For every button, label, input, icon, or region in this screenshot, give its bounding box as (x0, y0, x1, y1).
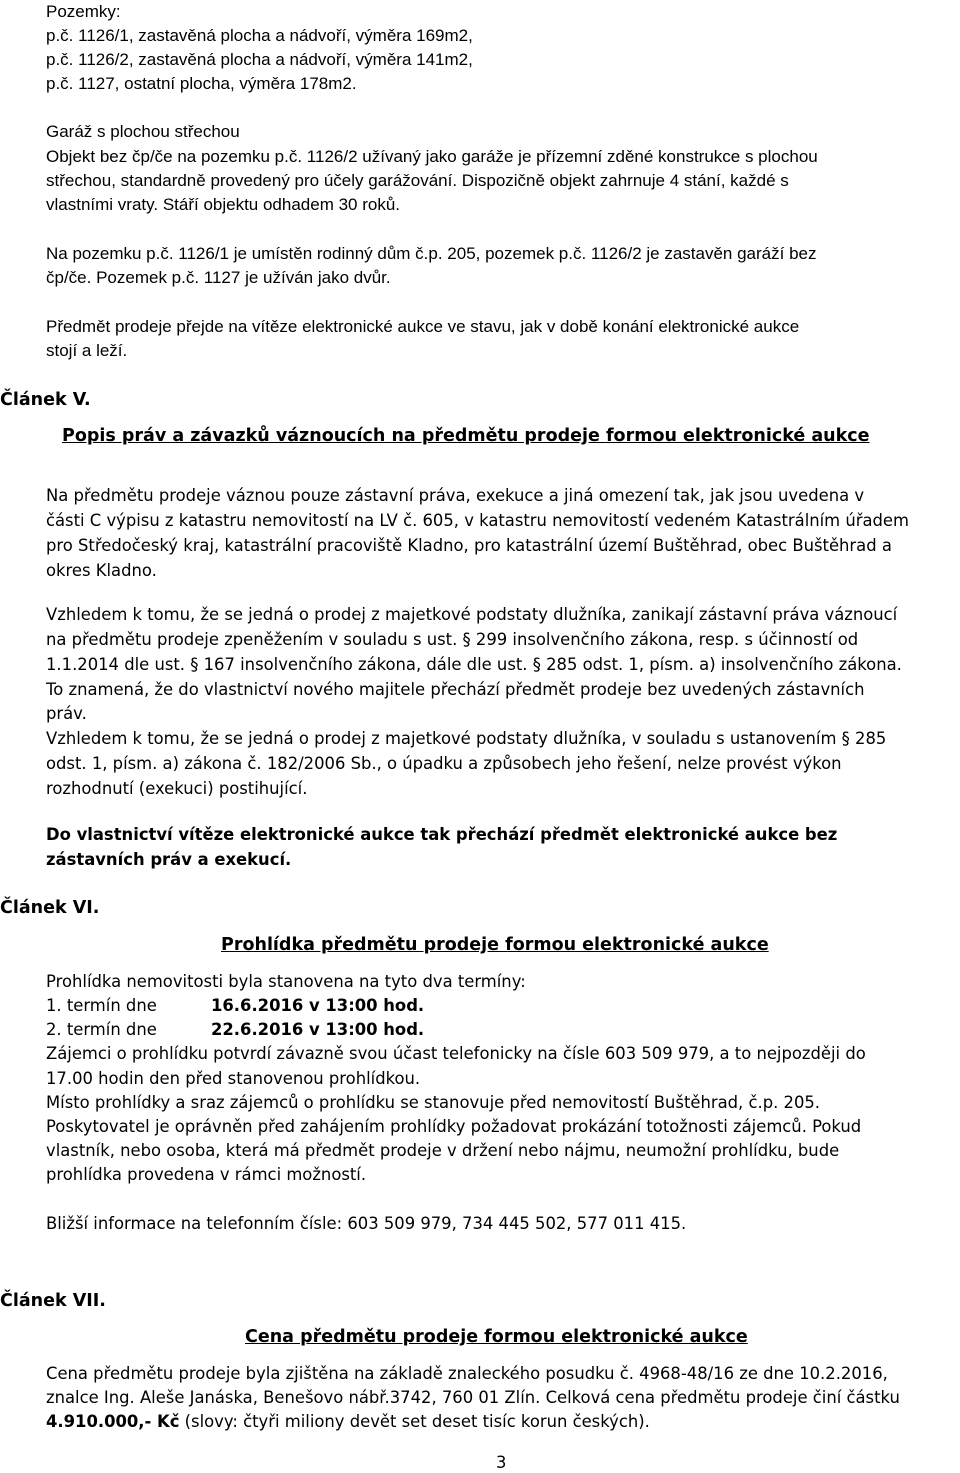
price-value: 4.910.000,- Kč (46, 1412, 180, 1431)
property-heading: Pozemky: (46, 2, 121, 21)
term-row (46, 1020, 424, 1040)
article-6-detail-line: Místo prohlídky a sraz zájemců o prohlídku se stanovuje před nemovitostí Buštěhrad, č.p. 205. (46, 1093, 821, 1112)
transfer-line: stojí a leží. (46, 341, 128, 360)
page-number: 3 (496, 1453, 507, 1472)
article-5-para1-line: části C výpisu z katastru nemovitostí na LV č. 605, v katastru nemovitostí vedeném Katastrálním úřadem (46, 511, 909, 530)
article-6-title: Prohlídka předmětu prodeje formou elektronické aukce (221, 935, 769, 955)
term-value: 16.6.2016 v 13:00 hod. (211, 996, 425, 1015)
article-5-para2-line: práv. (46, 704, 87, 723)
term-value: 22.6.2016 v 13:00 hod. (211, 1020, 425, 1039)
garage-desc-line: Objekt bez čp/če na pozemku p.č. 1126/2 užívaný jako garáže je přízemní zděné konstrukce s plochou (46, 147, 818, 166)
article-6-detail-line: vlastník, nebo osoba, která má předmět prodeje v držení nebo nájmu, neumožní prohlídku, bude (46, 1141, 840, 1160)
article-7-line: znalce Ing. Aleše Janáska, Benešovo nábř.3742, 760 01 Zlín. Celková cena předmětu prodeje činí částku (46, 1388, 900, 1407)
term-label: 1. termín dne (46, 996, 157, 1015)
article-5-para2-line: 1.1.2014 dle ust. § 167 insolvenčního zákona, dále dle ust. § 285 odst. 1, písm. a) insolvenčního zákona. (46, 655, 902, 674)
article-5-para2-line: To znamená, že do vlastnictví nového majitele přechází předmět prodeje bez uvedených zástavních (46, 680, 865, 699)
article-5-para2-line: Vzhledem k tomu, že se jedná o prodej z majetkové podstaty dlužníka, zanikají zástavní práva váznoucí (46, 605, 898, 624)
article-7-title: Cena předmětu prodeje formou elektronické aukce (245, 1327, 748, 1347)
term-row (46, 996, 424, 1016)
parcel-line: p.č. 1127, ostatní plocha, výměra 178m2. (46, 74, 357, 93)
garage-desc-line: vlastními vraty. Stáří objektu odhadem 30 roků. (46, 195, 401, 214)
article-5-label: Článek V. (0, 390, 91, 410)
article-6-contact: Bližší informace na telefonním čísle: 603 509 979, 734 445 502, 577 011 415. (46, 1214, 687, 1233)
article-5-para1-line: Na předmětu prodeje váznou pouze zástavní práva, exekuce a jiná omezení tak, jak jsou uvedena v (46, 486, 865, 505)
plot-use-line: čp/če. Pozemek p.č. 1127 je užíván jako dvůr. (46, 268, 391, 287)
term-label: 2. termín dne (46, 1020, 157, 1039)
article-6-detail-line: prohlídka provedena v rámci možností. (46, 1165, 367, 1184)
article-6-intro: Prohlídka nemovitosti byla stanovena na tyto dva termíny: (46, 972, 526, 991)
parcel-line: p.č. 1126/2, zastavěná plocha a nádvoří, výměra 141m2, (46, 50, 473, 69)
article-6-detail-line: 17.00 hodin den před stanovenou prohlídkou. (46, 1069, 421, 1088)
article-6-detail-line: Poskytovatel je oprávněn před zahájením prohlídky požadovat prokázání totožnosti zájemců. Pokud (46, 1117, 862, 1136)
transfer-line: Předmět prodeje přejde na vítěze elektronické aukce ve stavu, jak v době konání elektronické aukce (46, 317, 800, 336)
article-5-para2-line: Vzhledem k tomu, že se jedná o prodej z majetkové podstaty dlužníka, v souladu s ustanovením § 285 (46, 729, 887, 748)
garage-heading: Garáž s plochou střechou (46, 122, 240, 141)
price-words: (slovy: čtyři miliony devět set deset tisíc korun českých). (179, 1412, 650, 1431)
article-5-para2-line: odst. 1, písm. a) zákona č. 182/2006 Sb., o úpadku a způsobech jeho řešení, nelze provést výkon (46, 754, 842, 773)
article-7-price-line (46, 1412, 650, 1432)
article-7-label: Článek VII. (0, 1291, 106, 1311)
article-5-conclusion-line: zástavních práv a exekucí. (46, 850, 292, 869)
article-5-para2-line: na předmětu prodeje zpeněžením v souladu s ust. § 299 insolvenčního zákona, resp. s účinností od (46, 630, 859, 649)
article-5-para2-line: rozhodnutí (exekuci) postihující. (46, 779, 308, 798)
garage-desc-line: střechou, standardně provedený pro účely garážování. Dispozičně objekt zahrnuje 4 stání, každé s (46, 171, 789, 190)
article-6-detail-line: Zájemci o prohlídku potvrdí závazně svou účast telefonicky na čísle 603 509 979, a to nejpozději do (46, 1044, 866, 1063)
article-7-line: Cena předmětu prodeje byla zjištěna na základě znaleckého posudku č. 4968-48/16 ze dne 10.2.2016, (46, 1364, 888, 1383)
parcel-line: p.č. 1126/1, zastavěná plocha a nádvoří, výměra 169m2, (46, 26, 473, 45)
article-5-para1-line: okres Kladno. (46, 561, 157, 580)
article-5-para1-line: pro Středočeský kraj, katastrální pracoviště Kladno, pro katastrální území Buštěhrad, obec Buštěhrad a (46, 536, 892, 555)
article-6-label: Článek VI. (0, 898, 100, 918)
article-5-conclusion-line: Do vlastnictví vítěze elektronické aukce tak přechází předmět elektronické aukce bez (46, 825, 838, 844)
article-5-title: Popis práv a závazků váznoucích na předmětu prodeje formou elektronické aukce (62, 426, 870, 446)
plot-use-line: Na pozemku p.č. 1126/1 je umístěn rodinný dům č.p. 205, pozemek p.č. 1126/2 je zastavěn garáží bez (46, 244, 817, 263)
